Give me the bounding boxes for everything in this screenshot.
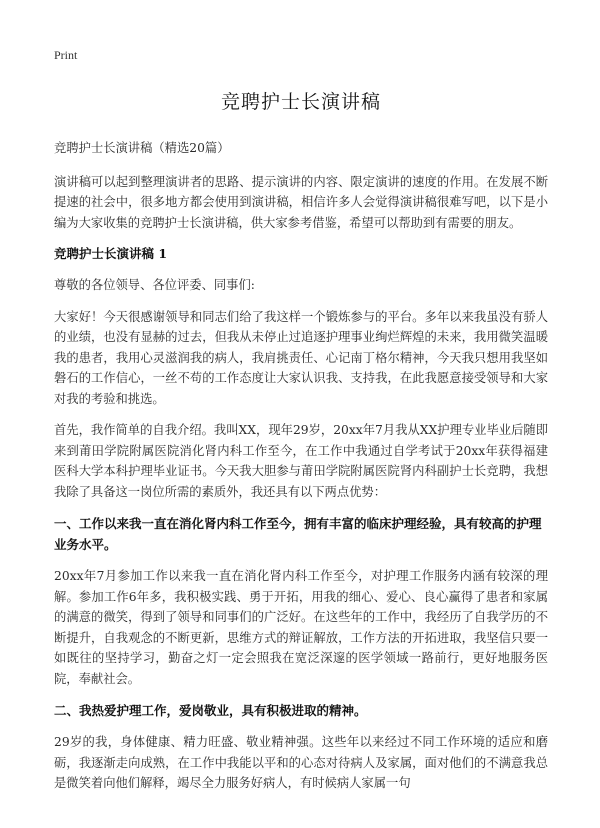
greeting-paragraph: 尊敬的各位领导、各位评委、同事们: (54, 278, 255, 292)
point-heading: 一、工作以来我一直在消化肾内科工作至今，拥有丰富的临床护理经验，具有较高的护理业务水平。 (54, 516, 542, 552)
print-link[interactable]: Print (54, 48, 78, 62)
point-heading: 二、我热爱护理工作，爱岗敬业，具有积极进取的精神。 (54, 703, 367, 718)
document-subtitle: 竞聘护士长演讲稿（精选20篇） (54, 141, 230, 155)
body-paragraph: 大家好！今天很感谢领导和同志们给了我这样一个锻炼参与的平台。多年以来我虽没有骄人的业绩，也没有显赫的过去，但我从未停止过追逐护理事业绚烂辉煌的未来，我用微笑温暖我的患者，我用心灵滋润我的病人，我肩挑责任、心记南丁格尔精神，今天我只想用我坚如磐石的工作信心，一丝不苟的工作态度让大家认识我、支持我，在此我愿意接受领导和大家对我的考验和挑选。 (54, 309, 548, 406)
body-paragraph: 29岁的我，身体健康、精力旺盛、敬业精神强。这些年以来经过不同工作环境的适应和磨砺，我逐渐走向成熟，在工作中我能以平和的心态对待病人及家属，面对他们的不满意我总是微笑着向他们解释，竭尽全力服务好病人，有时候病人家属一句 (54, 735, 548, 790)
body-paragraph: 首先，我作简单的自我介绍。我叫XX，现年29岁，20xx年7月我从XX护理专业毕业后随即来到莆田学院附属医院消化肾内科工作至今，在工作中我通过自学考试于20xx年获得福建医科大学本科护理毕业证书。今天我大胆参与莆田学院附属医院肾内科副护士长竞聘，我想我除了具备这一岗位所需的素质外，我还具有以下两点优势： (54, 423, 548, 499)
intro-paragraph: 演讲稿可以起到整理演讲者的思路、提示演讲的内容、限定演讲的速度的作用。在发展不断提速的社会中，很多地方都会使用到演讲稿，相信许多人会觉得演讲稿很难写吧，以下是小编为大家收集的竞聘护士长演讲稿，供大家参考借鉴，希望可以帮助到有需要的朋友。 (54, 174, 548, 230)
section-heading: 竞聘护士长演讲稿 1 (54, 246, 168, 261)
document-title: 竞聘护士长演讲稿 (220, 91, 381, 113)
body-paragraph: 20xx年7月参加工作以来我一直在消化肾内科工作至今，对护理工作服务内涵有较深的理解。参加工作6年多，我积极实践、勇于开拓，用我的细心、爱心、良心赢得了患者和家属的满意的微笑，得到了领导和同事们的广泛好。在这些年的工作中，我经历了自我学历的不断提升，自我观念的不断更新，思维方式的辩证解放，工作方法的开拓进取，我坚信只要一如既往的坚持学习，勤奋之灯一定会照我在宽泛深邃的医学领域一路前行，更好地服务医院，奉献社会。 (54, 569, 548, 686)
